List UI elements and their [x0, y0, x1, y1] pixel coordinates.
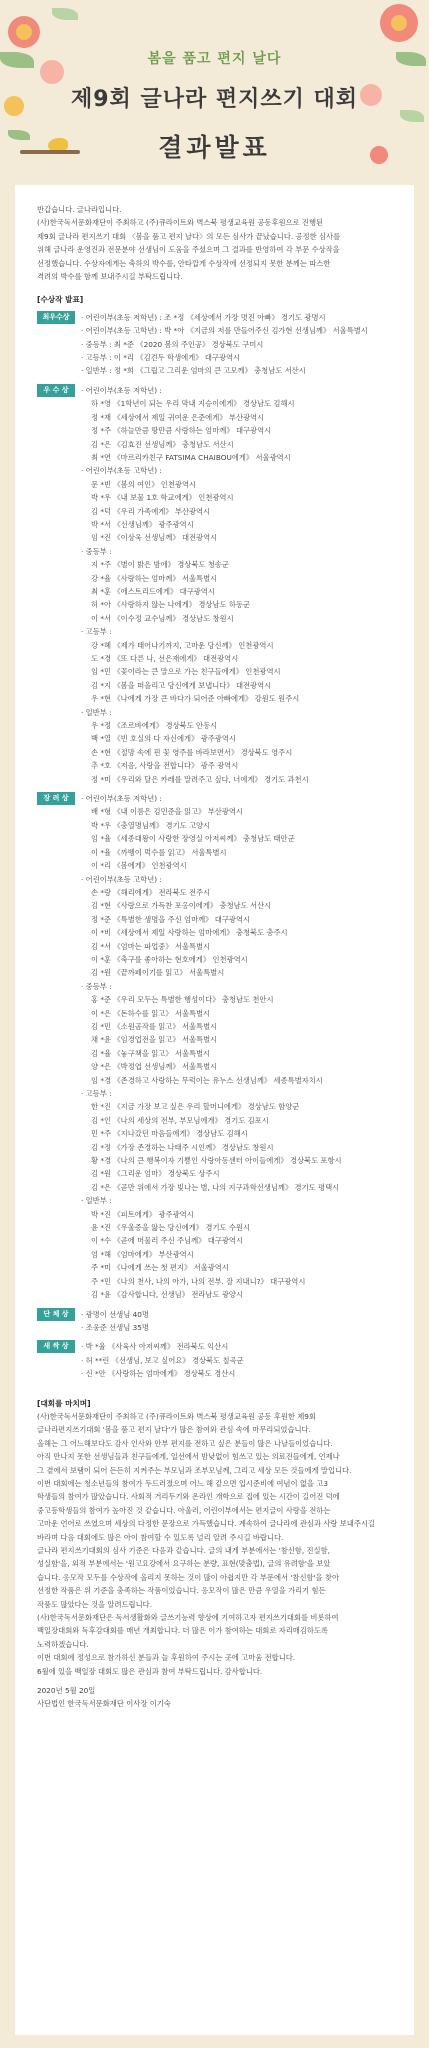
award-entry: · 어린이부(초등 고학년) : 박 *아 《지금의 저를 만들어주신 김가현 선생님께》 서울특별시	[81, 326, 368, 336]
intro-line: (사)한국독서문화재단이 주최하고 (주)큐라이트와 벽스북 평생교육원 공동후원으로 진행된	[37, 218, 324, 228]
award-entry: 최 *훈 《에스트리드에게》 대구광역시	[91, 586, 215, 596]
award-entry: 김 *정 《가장 존경하는 나태주 시인께》 경상남도 창원시	[91, 1142, 274, 1152]
award-list	[81, 311, 397, 378]
leaf-icon	[52, 8, 78, 20]
award-entry: 박 *우 《충열명님께》 경기도 고양시	[91, 820, 211, 830]
award-entry: 김 *은 《김효진 선생님께》 충청남도 서산시	[91, 439, 234, 449]
closing-line: 작품도 많았다는 것을 알려드립니다.	[37, 1599, 153, 1609]
award-entry: 이 *비 《세상에서 제일 사랑하는 엄마에게》 충청북도 충주시	[91, 928, 288, 938]
award-entry: 우 *정 《조르바에게》 경상북도 안동시	[91, 721, 218, 731]
award-entry: 백 *열 《빈 호실의 다 자신에게》 광주광역시	[91, 734, 236, 744]
award-section	[37, 311, 397, 378]
award-entry: 채 *윤 《임경업전을 읽고》 서울특별시	[91, 1035, 218, 1045]
closing-line: 바라며 다음 대회에도 많은 아이 참여할 수 있도록 널리 알려 주시길 바랍니다.	[37, 1532, 284, 1542]
award-entry: 정 *주 《하늘만큼 땅만큼 사랑하는 엄마께》 대구광역시	[91, 426, 272, 436]
award-entry: 정 *재 《세상에서 제일 귀여운 은준에게》 부산광역시	[91, 412, 265, 422]
award-section	[37, 792, 397, 1301]
closing-line: 6월에 있을 백일장 대회도 많은 관심과 참여 부탁드립니다. 감사합니다.	[37, 1666, 263, 1676]
award-entry: 김 *윤 《감사합니다, 선생님》 전라남도 광양시	[91, 1290, 243, 1300]
award-entry: 엄 *해 《엄마에게》 부산광역시	[91, 1249, 194, 1259]
award-entry: · 중등부 :	[81, 546, 112, 556]
award-entry: 배 *형 《내 이름은 김민준을 읽고》 부산광역시	[91, 807, 243, 817]
award-entry: 김 *원 《그리운 엄마》 경상북도 상주시	[91, 1169, 220, 1179]
intro-line: 격려의 박수를 함께 보내주시길 부탁드립니다.	[37, 272, 183, 282]
award-list	[81, 1340, 397, 1380]
closing-line: 아직 만나지 못한 선생님들과 친구들에게, 일선에서 밤낮없이 힘쓰고 있는 의료진들에게, 언제나	[37, 1452, 340, 1462]
award-entry: 주 *민 《나의 천사, 나의 아가, 나의 전부. 잘 지내니?》 대구광역시	[91, 1276, 306, 1286]
award-entry: 정 *미 《우리와 달은 카레를 말려주고 싶다, 너에게》 경기도 과천시	[91, 774, 309, 784]
award-list	[81, 1308, 397, 1335]
intro-line: 위해 글나라 운영진과 전문분야 선생님이 도움을 주셨으며 그 결과를 반영하여 각 부문 수상작을	[37, 245, 340, 255]
closing-text	[37, 1410, 397, 1678]
award-section	[37, 384, 397, 786]
award-entry: 박 *우 《내 보물 1호 학교에게》 인천광역시	[91, 493, 234, 503]
award-entry: 김 *원 《끝까페이기를 읽고》 서울특별시	[91, 968, 225, 978]
page-heading: 결과발표	[158, 133, 271, 162]
intro-line: 제9회 글나라 편지쓰기 대회 〈봄을 품고 편지 날다〉의 모든 심사가 끝났습니다. 공정한 심사를	[37, 231, 341, 241]
award-badge: 우 수 상	[37, 384, 75, 397]
award-entry: 주 *미 《나에게 쓰는 첫 편지》 서울광역시	[91, 1263, 229, 1273]
award-entry: 이 *수 《곧에 머물러 주신 주님께》 대구광역시	[91, 1236, 243, 1246]
award-entry: 민 *주 《지나갔던 마음들에게》 경상남도 김해시	[91, 1129, 248, 1139]
award-entry: 도 *경 《또 다른 나, 선은재에게》 대전광역시	[91, 654, 239, 663]
award-section	[37, 1308, 397, 1335]
closing-line: 글나라 편지쓰기대회의 심사 기준은 다음과 같습니다. 글의 내게 부분에서는 '참신함, 진실함,	[37, 1546, 330, 1555]
award-entry: 손 *랑 《해리에게》 전라북도 전주시	[91, 887, 211, 897]
award-entry: 황 *경 《나의 큰 행복이자 기쁨인 사랑아동센터 아이들에게》 경상북도 포항시	[91, 1156, 342, 1166]
award-badge: 새 싹 상	[37, 1340, 75, 1353]
flower-icon	[391, 15, 407, 31]
award-entry: · 어린이부(초등 저학년) :	[81, 385, 162, 395]
closing-line: 이번 대회에 정성으로 참가하신 분들과 늘 후원하여 주시는 곳에 고마움 전합니다.	[37, 1653, 296, 1663]
award-entry: · 허 **린 《선생님, 보고 싶어요》 경상북도 칠곡군	[81, 1355, 244, 1365]
award-list	[81, 792, 397, 1301]
award-entry: 임 *진 《이상욱 선생님께》 대전광역시	[91, 533, 218, 543]
content-card	[15, 185, 414, 2035]
closing-line: 습니다. 응모작 모두를 수상작에 올리지 못하는 것이 많이 아쉽지만 각 부문에서 '참신함'을 찾아	[37, 1572, 340, 1582]
award-entry: 최 *연 《마르리카친구 FATSIMA CHAIBOU에게》 서울광역시	[91, 452, 291, 462]
award-sections	[37, 311, 397, 1381]
award-entry: 이 *은 《돈하수를 읽고》 서울특별시	[91, 1008, 211, 1018]
award-entry: 김 *덕 《우리 가족에게》 부산광역시	[91, 506, 211, 516]
signature-text: 사단법인 한국독서문화재단 이사장 이기숙	[37, 1699, 171, 1709]
award-entry: · 어린이부(초등 저학년) :	[81, 794, 162, 804]
award-entry: 허 *아 《사랑하지 않는 나에게》 경상남도 하동군	[91, 600, 251, 610]
closing-title: [대회를 마치며]	[37, 1398, 91, 1408]
closing-line: 고마운 언어로 쓰였으며 세상의 다정한 문장으로 가득했습니다. 계속하여 글나라에 관심과 사랑 보내주시길	[37, 1519, 375, 1529]
content	[37, 203, 397, 1711]
closing-line: 백일장대회와 독후감대회를 매년 개최합니다. 더 많은 이가 참여하는 대회로 자리매김하도록	[37, 1626, 329, 1636]
award-badge: 장 려 상	[37, 792, 75, 805]
award-entry: 이 *서 《이수정 교수님께》 경상남도 창원시	[91, 613, 234, 623]
award-entry: 정 *준 《특별한 생명을 주신 엄마께》 대구광역시	[91, 914, 251, 924]
award-entry: 김 *지 《봄을 떠올리고 당신에게 보냅니다》 대전광역시	[91, 680, 272, 690]
award-entry: 박 *진 《피트에게》 광주광역시	[91, 1209, 194, 1219]
award-entry: · 조웅준 선생님 35명	[81, 1322, 149, 1332]
award-entry: 김 *은 《곧만 위에서 가장 빛나는 별, 나의 지구과학선생님께》 경기도 평택시	[91, 1182, 340, 1192]
banner-subtitle: 봄을 품고 편지 날다	[147, 51, 282, 67]
award-entry: · 어린이부(초등 고학년) :	[81, 466, 162, 476]
closing-line: 학생들의 참여가 많았습니다. 사회적 거리두기와 온라인 개학으로 집에 있는 시간이 길어진 덕에	[37, 1492, 340, 1502]
award-section	[37, 1340, 397, 1380]
closing-line: 올해는 그 어느해보다도 감사 인사와 안부 편지를 전하고 싶은 분들이 많은 나날들이었습니다.	[37, 1438, 333, 1448]
intro-line: 반갑습니다. 글나라입니다.	[37, 205, 122, 214]
award-entry: · 일반부 :	[81, 707, 112, 717]
award-entry: · 어린이부(초등 저학년) : 조 *정 《세상에서 가장 멋진 아빠》 경기도 광명시	[81, 312, 326, 322]
page-title: 제9회 글나라 편지쓰기 대회	[70, 87, 359, 112]
closing-line: 이번 대회에는 청소년들의 참여가 두드러졌으며 어느 해 같으면 입시준비에 여념이 없을 고3	[37, 1478, 328, 1488]
award-entry: 지 *주 《별이 밝은 밤에》 경상북도 청송군	[91, 560, 229, 570]
closing-line: (사)한국독서문화재단이 주최하고 (주)큐라이트와 벽스북 평생교육원 공동 후원한 제9회	[37, 1411, 316, 1421]
closing-line: 선정한 작품은 위 기준을 충족하는 작품이었습니다. 응모작이 많은 만큼 우열을 가리기 힘든	[37, 1586, 326, 1596]
date-text: 2020년 5월 20일	[37, 1686, 96, 1696]
award-entry: 하 *영 《1학년이 되는 우리 막내 지승이에게》 경상남도 김해시	[91, 399, 295, 409]
award-entry: 이 *훈 《축구를 좋아하는 현호에게》 인천광역시	[91, 954, 248, 964]
award-entry: · 광명이 선생님 40명	[81, 1309, 149, 1319]
award-badge: 단 체 상	[37, 1308, 75, 1321]
award-entry: 임 *율 《세종대왕이 사랑한 장영실 아저씨께》 충청남도 태안군	[91, 834, 295, 844]
award-entry: · 중등부 :	[81, 981, 112, 991]
flower-icon	[16, 24, 32, 40]
closing-line: 노력하겠습니다.	[37, 1639, 89, 1649]
award-entry: 임 *민 《꽃이라는 큰 말으로 가는 친구들에게》 인천광역시	[91, 667, 281, 677]
award-entry: · 일반부 :	[81, 1196, 112, 1206]
banner	[0, 0, 429, 185]
award-entry: 홍 *준 《우리 모두는 특별한 행성이다》 충청남도 천안시	[91, 995, 274, 1005]
award-entry: 김 *인 《나의 세상의 전부, 부모님에게》 경기도 김포시	[91, 1115, 269, 1125]
award-entry: · 신 *안 《사랑하는 엄마에게》 경상북도 경산시	[81, 1369, 236, 1379]
award-entry: · 중등부 : 최 *준 《2020 봄의 주인공》 경상북도 구미시	[81, 339, 264, 349]
award-entry: 김 *현 《사랑으로 가득찬 포옹이에게》 충청남도 서산시	[91, 901, 272, 911]
award-entry: 이 *율 《까벵이 먹수를 읽고》 서울특별시	[91, 847, 227, 857]
award-entry: 문 *빈 《봄의 여인》 인천광역시	[91, 479, 197, 489]
award-entry: 임 *경 《존경하고 사랑하는 무럭이는 유누스 선생님께》 세종특별자치시	[91, 1075, 323, 1085]
award-entry: 한 *진 《지금 가장 보고 싶은 우리 할머니에게》 경상남도 함양군	[91, 1102, 300, 1112]
award-entry: 손 *현 《절망 속에 핀 꽃 영주를 바라보면서》 경상북도 영주시	[91, 747, 293, 757]
award-entry: 김 *민 《소원곰작를 읽고》 서울특별시	[91, 1021, 218, 1031]
award-entry: · 어린이부(초등 고학년) :	[81, 874, 162, 884]
award-entry: · 고등부 :	[81, 627, 112, 637]
award-entry: 윤 *진 《우울증을 앓는 당신에게》 경기도 수원시	[91, 1223, 251, 1233]
closing-line: 중고등학생들의 참여가 높아진 것 같습니다. 아울러, 어린이부에서는 편지글이 사랑을 전하는	[37, 1505, 331, 1515]
award-entry: 우 *현 《나에게 가장 큰 바다가 되어준 아빠에게》 강원도 원주시	[91, 694, 300, 704]
award-entry: · 박 *율 《사육사 아저씨께》 전라북도 익산시	[81, 1342, 229, 1352]
results-title: [수상작 발표]	[37, 295, 84, 305]
closing-line: 성실함'을, 외적 부분에서는 '원고요강에서 요구하는 분량, 표현(맞춤법), 글의 유려함'을 보았	[37, 1559, 331, 1569]
award-entry: 김 *율 《놓구책을 읽고》 서울특별시	[91, 1048, 211, 1058]
intro-text	[37, 203, 397, 283]
award-list	[81, 384, 397, 786]
award-entry: 양 *은 《박정엽 선생님께》 서울특별시	[91, 1062, 218, 1072]
intro-line: 선정했습니다. 수상자에게는 축하의 박수를, 안타깝게 수상작에 선정되지 못한 분께는 따스한	[37, 258, 331, 268]
award-entry: · 고등부 : 이 *리 《김견두 학생에게》 대구광역시	[81, 353, 241, 363]
award-entry: · 일반부 : 정 *희 《그립고 그리운 엄마의 큰 고모께》 충청남도 서산시	[81, 366, 306, 376]
award-entry: · 고등부 :	[81, 1089, 112, 1098]
closing-line: 글나라편지쓰기대회 '봄을 품고 편지 날다'가 많은 참여와 관심 속에 마무리되었습니다.	[37, 1425, 311, 1435]
award-entry: 박 *서 《선생님께》 광주광역시	[91, 519, 194, 529]
closing-line: (사)한국독서문화재단은 독서생활화와 글쓰기능력 향상에 기여하고자 편지쓰기대회를 비롯하여	[37, 1613, 339, 1623]
award-entry: 강 *혜 《제가 태어나기까지, 고마운 당신께》 인천광역시	[91, 640, 274, 650]
award-entry: 이 *리 《봄에게》 인천광역시	[91, 861, 187, 871]
award-entry: 강 *율 《사랑하는 엄마께》 서울특별시	[91, 573, 218, 583]
award-badge: 최우수상	[37, 311, 75, 324]
closing-line: 그 곁에서 보탬이 되어 든든히 지켜주는 부모님과 조부모님께, 그리고 세상 모든 것들에게 말입니다.	[37, 1465, 352, 1475]
award-entry: 추 *호 《저음, 사랑을 전합니다》 광주 광역시	[91, 761, 239, 771]
award-entry: 김 *서 《엄마는 파업중》 서울특별시	[91, 941, 211, 951]
